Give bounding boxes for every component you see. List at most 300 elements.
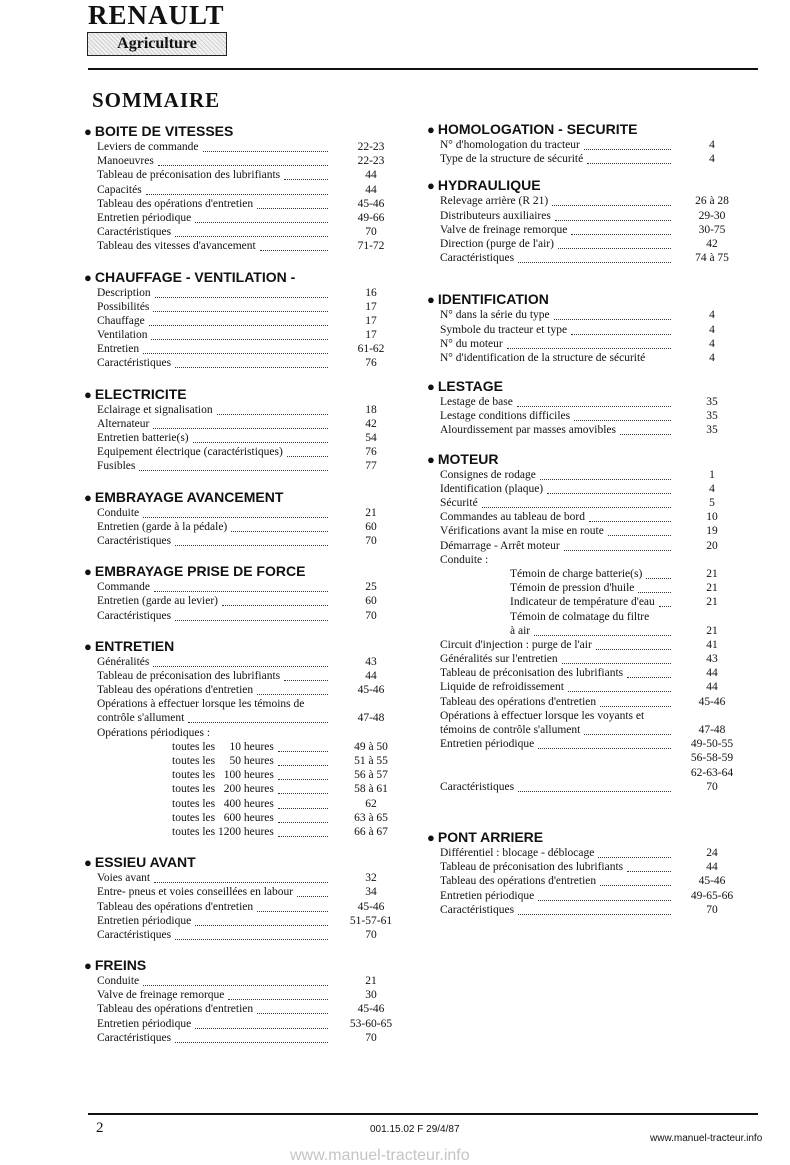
toc-entry-page: 21 [706, 596, 718, 609]
toc-entry [84, 417, 404, 431]
toc-section [84, 853, 404, 942]
toc-entry-page: 71-72 [357, 240, 385, 253]
toc-entry-page: 20 [706, 539, 718, 552]
toc-entry-page: 63 à 65 [354, 811, 388, 824]
toc-entry [84, 168, 404, 182]
top-divider [88, 68, 758, 70]
toc-entry-label: Tableau des opérations d'entretien [97, 900, 254, 913]
section-heading-text: HOMOLOGATION - SECURITE [437, 121, 638, 137]
bullet-icon: ● [84, 124, 92, 139]
toc-entry-page: 53-60-65 [349, 1017, 393, 1030]
toc-entry-page: 61-62 [357, 343, 385, 356]
dot-leader [175, 931, 328, 940]
toc-entry-page: 62 [365, 797, 377, 810]
toc-entry-page: 24 [706, 846, 718, 859]
toc-entry [84, 726, 404, 740]
toc-entry-page: 45-46 [357, 1003, 385, 1016]
section-heading-text: LESTAGE [437, 378, 503, 395]
dot-leader [155, 289, 328, 298]
toc-entry [84, 140, 404, 154]
dot-leader [195, 1020, 328, 1029]
dot-leader [175, 359, 328, 368]
toc-entry-page: 4 [709, 351, 715, 364]
toc-entry-label: Chauffage [97, 314, 145, 327]
dot-leader [568, 683, 671, 692]
toc-entry [84, 697, 404, 711]
dot-leader [600, 698, 671, 707]
toc-entry-label: Voies avant [97, 872, 151, 885]
toc-entry [427, 709, 757, 723]
toc-section [84, 637, 404, 839]
toc-entry-page: 4 [709, 337, 715, 350]
toc-entry [84, 197, 404, 211]
bullet-icon: ● [84, 564, 92, 580]
dot-leader [175, 612, 328, 621]
toc-section [84, 488, 404, 549]
toc-entry-page: 43 [365, 655, 377, 668]
dot-leader [203, 143, 328, 152]
dot-leader [574, 412, 671, 421]
dot-leader [257, 200, 328, 209]
toc-section [427, 377, 757, 438]
toc-entry-label: Sécurité [440, 497, 478, 509]
toc-entry [427, 610, 757, 624]
toc-entry-page: 70 [365, 609, 377, 622]
dot-leader [284, 672, 328, 681]
dot-leader [146, 186, 328, 195]
toc-section [427, 450, 757, 794]
toc-entry-label: Entretien (garde à la pédale) [97, 520, 228, 533]
dot-leader [257, 686, 328, 695]
toc-entry-page: 42 [706, 237, 718, 250]
toc-entry [84, 988, 404, 1002]
toc-entry [427, 337, 757, 351]
toc-entry-page: 32 [365, 872, 377, 885]
toc-entry [427, 737, 757, 751]
dot-leader [284, 171, 328, 180]
dot-leader [555, 212, 671, 221]
section-heading [427, 120, 757, 138]
toc-entry-label: Distributeurs auxiliaires [440, 209, 551, 222]
dot-leader [638, 584, 671, 593]
dot-leader [257, 903, 328, 912]
bullet-icon: ● [84, 855, 92, 871]
toc-entry-label: Type de la structure de sécurité [440, 153, 584, 166]
toc-entry [427, 395, 757, 409]
toc-entry-label: Tableau de préconisation des lubrifiants [440, 667, 624, 680]
toc-entry-page: 70 [706, 780, 718, 793]
dot-leader [139, 462, 328, 471]
toc-entry-label: Caractéristiques [97, 1031, 172, 1044]
toc-entry-label: toutes les 10 heures [172, 740, 274, 753]
toc-entry [427, 751, 757, 765]
toc-entry-page: 44 [706, 681, 718, 694]
toc-entry [427, 194, 757, 208]
toc-entry [84, 154, 404, 168]
dot-leader [620, 426, 671, 435]
toc-entry [427, 680, 757, 694]
dot-leader [260, 242, 328, 251]
toc-entry-label: Témoin de pression d'huile [510, 582, 635, 595]
toc-entry-label: Différentiel : blocage - déblocage [440, 846, 595, 859]
dot-leader [482, 499, 671, 508]
toc-entry-label: Généralités sur l'entretien [440, 653, 558, 666]
toc-entry-label: Direction (purge de l'air) [440, 237, 554, 250]
toc-entry [427, 723, 757, 737]
toc-entry-label: Ventilation [97, 329, 148, 342]
section-heading [427, 828, 757, 846]
toc-entry-label: Circuit d'injection : purge de l'air [440, 638, 592, 651]
dot-leader [596, 641, 671, 650]
toc-entry [84, 825, 404, 839]
toc-entry-label: N° du moteur [440, 337, 503, 350]
dot-leader [175, 228, 328, 237]
toc-entry [427, 524, 757, 538]
toc-entry-page: 44 [706, 667, 718, 680]
toc-entry-label: Identification (plaque) [440, 482, 544, 495]
toc-entry-label: Démarrage - Arrêt moteur [440, 539, 560, 552]
dot-leader [278, 814, 328, 823]
section-heading-text: BOITE DE VITESSES [94, 123, 234, 139]
toc-entry-page: 70 [365, 226, 377, 239]
toc-entry [427, 152, 757, 166]
toc-entry-page: 58 à 61 [354, 783, 388, 796]
toc-entry-page: 22-23 [357, 155, 385, 168]
toc-entry [84, 683, 404, 697]
toc-entry-page: 4 [709, 309, 715, 322]
dot-leader [193, 434, 328, 443]
toc-entry [427, 409, 757, 423]
toc-entry-page: 4 [709, 153, 715, 166]
toc-entry [427, 889, 757, 903]
dot-leader [538, 740, 671, 749]
dot-leader [538, 892, 671, 901]
toc-entry-label: Possibilités [97, 300, 150, 313]
bullet-icon: ● [427, 829, 435, 845]
toc-entry-label: Entretien périodique [440, 738, 535, 751]
toc-entry [84, 609, 404, 623]
toc-entry-page: 45-46 [698, 695, 726, 708]
toc-entry-page: 45-46 [698, 875, 726, 888]
toc-entry-page: 49-65-66 [690, 889, 734, 902]
dot-leader [627, 669, 671, 678]
toc-entry-label: Tableau des opérations d'entretien [440, 695, 597, 708]
dot-leader [562, 655, 671, 664]
toc-section [84, 268, 404, 371]
toc-entry-page: 4 [709, 139, 715, 151]
toc-entry-page: 74 à 75 [695, 252, 729, 265]
toc-entry-page: 4 [709, 482, 715, 495]
toc-entry-label: Entre- pneus et voies conseillées en labour [97, 886, 294, 899]
dot-leader [564, 542, 671, 551]
toc-entry-label: toutes les 400 heures [172, 797, 274, 810]
toc-entry-label: Manoeuvres [97, 155, 154, 168]
page-title: SOMMAIRE [92, 88, 221, 112]
toc-entry-label: Alternateur [97, 417, 150, 430]
section-heading [427, 176, 757, 194]
dot-leader [278, 757, 328, 766]
toc-entry-page: 44 [706, 861, 718, 874]
toc-entry-page: 21 [706, 624, 718, 637]
toc-section [427, 120, 757, 166]
dot-leader [589, 513, 671, 522]
toc-entry-label: Relevage arrière (R 21) [440, 195, 549, 208]
toc-section [84, 122, 404, 254]
toc-entry [427, 780, 757, 794]
toc-entry [84, 811, 404, 825]
dot-leader [558, 240, 671, 249]
toc-entry-label: Caractéristiques [440, 903, 515, 916]
toc-entry-label: Liquide de refroidissement [440, 681, 564, 694]
toc-entry-label: Caractéristiques [97, 226, 172, 239]
section-heading-text: PONT ARRIERE [437, 828, 544, 845]
section-heading [84, 956, 404, 974]
toc-entry-label: Entretien (garde au levier) [97, 595, 219, 608]
toc-entry [427, 581, 757, 595]
toc-entry-page: 35 [706, 410, 718, 423]
dot-leader [540, 471, 671, 480]
toc-entry-page: 70 [365, 928, 377, 941]
toc-entry-page: 35 [706, 396, 718, 409]
dot-leader [153, 658, 328, 667]
dot-leader [518, 254, 671, 263]
toc-entry-page: 1 [709, 468, 715, 481]
dot-leader [195, 917, 328, 926]
toc-entry [427, 223, 757, 237]
toc-entry-page: 21 [365, 506, 377, 519]
toc-entry [84, 225, 404, 239]
toc-entry [84, 655, 404, 669]
toc-entry-label: Indicateur de température d'eau [510, 596, 655, 609]
toc-entry-page: 44 [365, 169, 377, 182]
toc-entry-page: 44 [365, 669, 377, 682]
toc-entry-label: Valve de freinage remorque [97, 989, 225, 1002]
toc-entry-label: Tableau des opérations d'entretien [97, 684, 254, 697]
toc-entry [84, 506, 404, 520]
toc-entry-label: Lestage conditions difficiles [440, 410, 571, 423]
dot-leader [143, 345, 328, 354]
toc-entry-label: Conduite [97, 975, 140, 988]
toc-entry [427, 209, 757, 223]
toc-entry-page: 45-46 [357, 684, 385, 697]
toc-entry-page: 49-50-55 [690, 738, 734, 751]
toc-entry [84, 580, 404, 594]
toc-entry [427, 666, 757, 680]
toc-entry-page: 30 [365, 989, 377, 1002]
toc-entry-page: 70 [365, 534, 377, 547]
dot-leader [278, 800, 328, 809]
toc-entry [84, 183, 404, 197]
toc-entry-page: 45-46 [357, 900, 385, 913]
toc-entry [427, 468, 757, 482]
toc-entry-page: 45-46 [357, 197, 385, 210]
toc-entry-label: Symbole du tracteur et type [440, 323, 568, 336]
toc-entry [427, 496, 757, 510]
section-heading [84, 488, 404, 506]
toc-entry-label: Entretien périodique [97, 1017, 192, 1030]
toc-entry [427, 595, 757, 609]
dot-leader [517, 398, 671, 407]
toc-entry [427, 482, 757, 496]
toc-entry-label: toutes les 200 heures [172, 783, 274, 796]
dot-leader [228, 991, 328, 1000]
dot-leader [154, 874, 328, 883]
toc-entry-label: toutes les 1200 heures [172, 825, 274, 838]
dot-leader [552, 197, 671, 206]
dot-leader [297, 888, 328, 897]
toc-entry-page: 17 [365, 329, 377, 342]
toc-entry-page: 16 [365, 286, 377, 299]
toc-entry-page: 17 [365, 300, 377, 313]
watermark: www.manuel-tracteur.info [290, 1147, 470, 1164]
dot-leader [278, 785, 328, 794]
toc-entry [427, 652, 757, 666]
toc-right-column [427, 120, 757, 917]
toc-entry-label: Entretien périodique [440, 889, 535, 902]
dot-leader [571, 226, 671, 235]
toc-entry [84, 300, 404, 314]
toc-entry-label: témoins de contrôle s'allument [440, 724, 581, 736]
toc-entry-page: 17 [365, 314, 377, 327]
toc-entry-label: Entretien périodique [97, 914, 192, 927]
dot-leader [217, 406, 328, 415]
dot-leader [534, 627, 671, 636]
toc-section [84, 956, 404, 1045]
toc-entry-page: 18 [365, 403, 377, 416]
toc-left-column [84, 122, 404, 1045]
toc-entry-label: N° d'homologation du tracteur [440, 139, 580, 151]
toc-entry [84, 1002, 404, 1016]
toc-entry-label: Caractéristiques [440, 780, 515, 793]
toc-entry-page: 34 [365, 886, 377, 899]
toc-entry-label: Description [97, 286, 151, 299]
bottom-divider [88, 1113, 758, 1115]
toc-entry-page: 29-30 [698, 209, 726, 222]
dot-leader [143, 977, 328, 986]
toc-entry-label: Témoin de colmatage du filtre [510, 610, 650, 623]
toc-entry-label: Caractéristiques [97, 609, 172, 622]
toc-entry [427, 138, 757, 152]
toc-entry [427, 553, 757, 567]
toc-entry-label: Tableau des vitesses d'avancement [97, 240, 256, 253]
toc-entry [84, 797, 404, 811]
dot-leader [158, 157, 328, 166]
toc-entry-page: 22-23 [357, 141, 385, 153]
dot-leader [571, 326, 671, 335]
toc-entry-label: Conduite [97, 506, 140, 519]
section-heading [84, 562, 404, 580]
section-heading-text: ESSIEU AVANT [94, 854, 196, 871]
toc-entry-page: 66 à 67 [354, 825, 388, 838]
toc-entry-page: 21 [706, 582, 718, 595]
bullet-icon: ● [427, 292, 435, 308]
toc-entry-page: 51 à 55 [354, 755, 388, 767]
toc-entry-label: toutes les 50 heures [172, 755, 274, 767]
toc-entry-page: 42 [365, 417, 377, 430]
toc-entry-label: Capacités [97, 183, 142, 196]
section-heading-text: ELECTRICITE [94, 385, 187, 402]
toc-entry [84, 885, 404, 899]
bullet-icon: ● [427, 178, 435, 194]
bullet-icon: ● [84, 958, 92, 974]
dot-leader [287, 448, 328, 457]
toc-entry-page: 76 [365, 446, 377, 459]
toc-entry-label: Caractéristiques [97, 357, 172, 370]
section-heading [84, 853, 404, 871]
toc-entry-page: 44 [365, 183, 377, 196]
section-heading [84, 385, 404, 403]
toc-entry [84, 928, 404, 942]
toc-entry [84, 342, 404, 356]
toc-entry [427, 567, 757, 581]
toc-entry-label: Généralités [97, 655, 150, 668]
dot-leader [257, 1005, 328, 1014]
toc-entry-page: 76 [365, 357, 377, 370]
toc-entry [84, 594, 404, 608]
toc-entry [427, 251, 757, 265]
toc-entry [84, 768, 404, 782]
toc-entry [84, 1031, 404, 1045]
dot-leader [600, 877, 671, 886]
toc-entry-label: Lestage de base [440, 396, 513, 409]
toc-section [427, 290, 757, 365]
toc-entry [84, 431, 404, 445]
toc-entry [84, 356, 404, 370]
bullet-icon: ● [84, 489, 92, 505]
section-heading-text: MOTEUR [437, 450, 499, 467]
toc-entry-label: Opérations à effectuer lorsque les voyants et [440, 709, 645, 722]
dot-leader [598, 849, 671, 858]
dot-leader [153, 420, 328, 429]
toc-entry-page: 47-48 [698, 724, 726, 736]
toc-entry [84, 211, 404, 225]
dot-leader [608, 527, 671, 536]
toc-entry [427, 766, 757, 780]
section-heading-text: ENTRETIEN [94, 637, 175, 654]
division-label: Agriculture [87, 32, 227, 56]
toc-entry-page: 21 [706, 567, 718, 580]
dot-leader [659, 598, 671, 607]
bullet-icon: ● [427, 451, 435, 467]
section-heading-text: HYDRAULIQUE [437, 177, 541, 194]
toc-section [427, 176, 757, 265]
toc-entry-label: toutes les 100 heures [172, 769, 274, 782]
toc-entry [84, 871, 404, 885]
toc-entry [427, 624, 757, 638]
toc-entry-page: 25 [365, 581, 377, 594]
toc-entry [84, 754, 404, 768]
bullet-icon: ● [427, 379, 435, 395]
toc-section [84, 385, 404, 474]
toc-entry [427, 903, 757, 917]
toc-entry [427, 638, 757, 652]
toc-entry-page: 51-57-61 [349, 914, 393, 927]
dot-leader [518, 906, 671, 915]
toc-entry-label: Entretien périodique [97, 211, 192, 224]
brand-logo-text: RENAULT [88, 0, 225, 30]
toc-entry [427, 423, 757, 437]
toc-entry [427, 539, 757, 553]
toc-entry-page: 21 [365, 975, 377, 988]
toc-entry [427, 860, 757, 874]
dot-leader [143, 509, 328, 518]
toc-entry [427, 351, 757, 365]
dot-leader [231, 523, 328, 532]
toc-section [427, 828, 757, 917]
toc-entry-label: Opérations périodiques : [97, 726, 211, 739]
toc-entry [427, 846, 757, 860]
bullet-icon: ● [84, 269, 92, 285]
